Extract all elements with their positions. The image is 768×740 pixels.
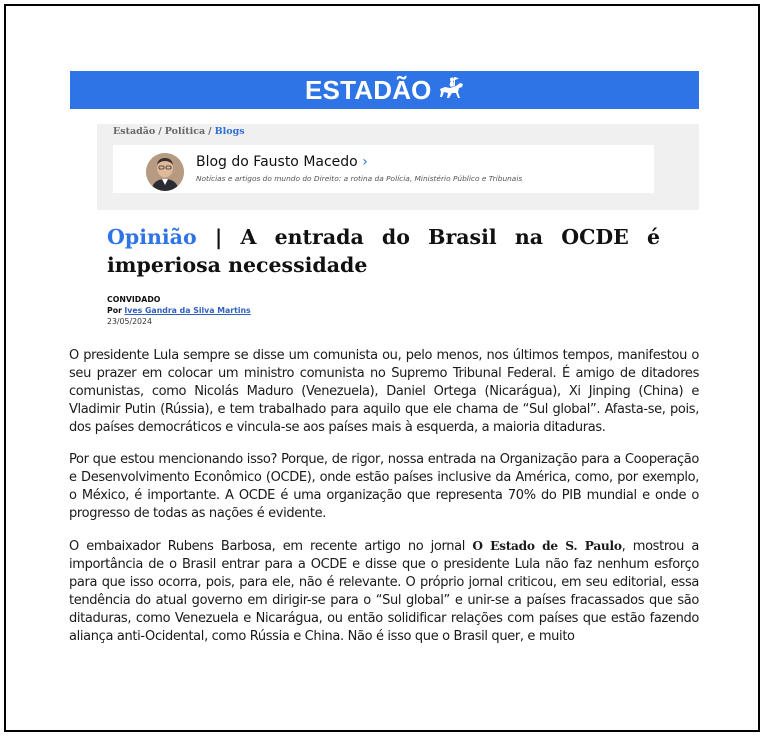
breadcrumb-item-estadao[interactable]: Estadão — [113, 126, 156, 137]
blog-title-text: Blog do Fausto Macedo — [196, 154, 358, 170]
breadcrumb-item-politica[interactable]: Política — [164, 126, 206, 137]
article-date: 23/05/2024 — [107, 317, 152, 326]
chevron-right-icon: › — [362, 154, 368, 170]
paragraph-text: O embaixador Rubens Barbosa, em recente artigo no jornal — [69, 539, 473, 554]
blog-title[interactable] — [196, 154, 368, 170]
blog-author-avatar — [146, 153, 184, 191]
byline-prefix: Por — [107, 306, 122, 315]
article-meta — [107, 294, 251, 327]
article-paragraph: O presidente Lula sempre se disse um comunista ou, pelo menos, nos últimos tempos, manifestou o seu prazer em colocar um ministro comunista no Supremo Tribunal Federal. É amigo de ditadores comunistas, como Nicolás Maduro (Venezuela), Daniel Ortega (Nicarágua), Xi Jinping (China) e Vladimir Putin (Rússia), e tem trabalhado para aquilo que ele chama de “Sul global”. Afasta-se, pois, dos países democráticos e vincula-se aos países mais à esquerda, a maioria ditaduras. — [69, 348, 699, 435]
article-paragraph: Por que estou mencionando isso? Porque, de rigor, nossa entrada na Organização para a Cooperação e Desenvolvimento Econômico (OCDE), onde estão países inclusive da América, como, por exemplo, o México, é importante. A OCDE é uma organização que representa 70% do PIB mundial e onde o progresso de todas as nações é evidente. — [69, 452, 699, 521]
blog-subtitle: Notícias e artigos do mundo do Direito: a rotina da Polícia, Ministério Público e Tribunais — [196, 174, 523, 183]
article-kicker: CONVIDADO — [107, 295, 161, 304]
article-body — [69, 347, 699, 660]
headline-text: A entrada do Brasil na OCDE é imperiosa necessidade — [107, 225, 661, 277]
byline — [107, 305, 251, 316]
site-logo[interactable] — [305, 73, 466, 107]
logo-text: ESTADÃO — [305, 74, 432, 105]
article-headline — [107, 223, 660, 279]
author-link[interactable]: Ives Gandra da Silva Martins — [124, 306, 251, 315]
paragraph-text: , mostrou a importância de o Brasil entrar para a OCDE e disse que o presidente Lula não faz nenhum esforço para que isso ocorra, pois, para ele, não é relevante. O próprio jornal criticou, em seu editorial, essa tendência do atual governo em dirigir-se para o “Sul global” e unir-se a países fracassados que são ditaduras, como Venezuela e Nicarágua, ou então solidificar relações com países que estão fazendo aliança anti-Ocidental, como Rússia e China. Não é isso que o Brasil quer, e muito — [69, 539, 699, 644]
horse-rider-icon — [436, 76, 466, 104]
breadcrumb-separator: / — [158, 126, 162, 137]
headline-separator: | — [214, 225, 223, 249]
breadcrumb-separator: / — [208, 126, 212, 137]
breadcrumb — [113, 126, 245, 137]
breadcrumb-item-blogs[interactable]: Blogs — [214, 126, 245, 137]
article-section-label[interactable]: Opinião — [107, 225, 197, 249]
article-paragraph — [69, 537, 699, 646]
newspaper-name: O Estado de S. Paulo — [472, 539, 622, 553]
blog-card[interactable] — [113, 145, 654, 193]
